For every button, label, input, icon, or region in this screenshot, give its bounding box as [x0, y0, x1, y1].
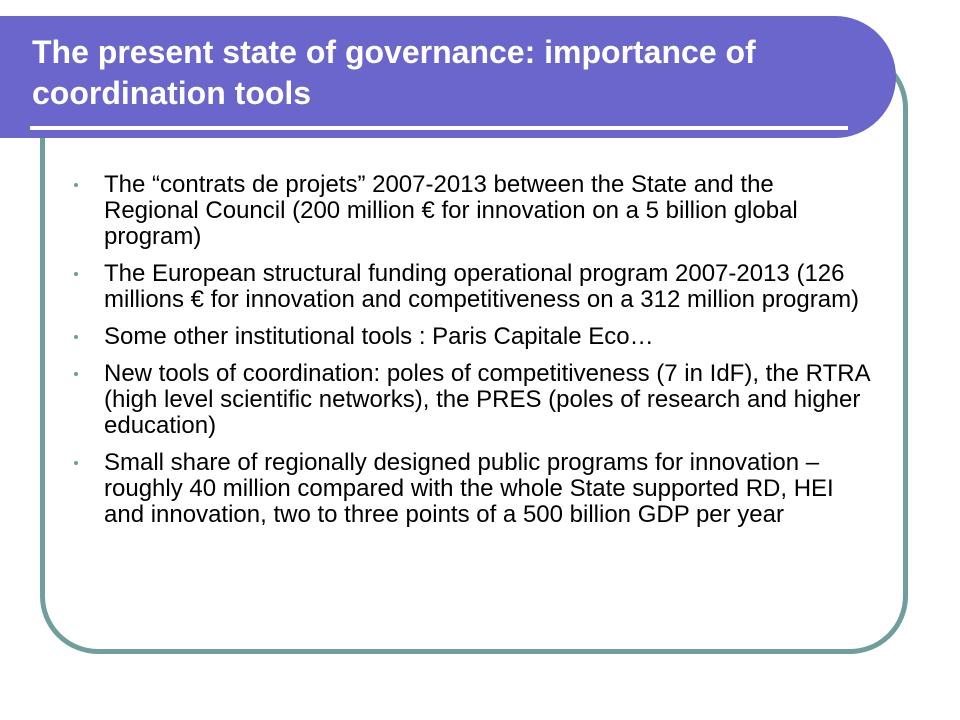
- bullet-dot-icon: [74, 272, 78, 276]
- bullet-item-regional-programs-share: [74, 450, 874, 528]
- bullet-text: The “contrats de projets” 2007-2013 between the State and the Regional Council (200 million € for innovation on a 5 billion global program): [104, 171, 798, 250]
- bullet-text: Some other institutional tools : Paris Capitale Eco…: [104, 323, 654, 350]
- bullet-item-european-structural-funding: [74, 261, 874, 313]
- bullet-item-new-tools-of-coordination: [74, 361, 874, 439]
- bullet-text: Small share of regionally designed public programs for innovation –roughly 40 million compared with the whole State supported RD, HEI and innovation, two to three points of a 500 billion GDP per year: [104, 449, 834, 528]
- bullet-item-other-institutional-tools: [74, 324, 874, 350]
- bullet-list: [74, 172, 874, 539]
- slide-title: The present state of governance: importance of coordination tools: [32, 34, 756, 111]
- bullet-dot-icon: [74, 372, 78, 376]
- bullet-dot-icon: [74, 183, 78, 187]
- bullet-text: New tools of coordination: poles of competitiveness (7 in IdF), the RTRA (high level scientific networks), the PRES (poles of research and higher education): [104, 360, 870, 439]
- bullet-text: The European structural funding operational program 2007-2013 (126 millions € for innovation and competitiveness on a 312 million program): [104, 260, 860, 313]
- bullet-dot-icon: [74, 335, 78, 339]
- bullet-item-contrats-de-projets: [74, 172, 874, 250]
- title-underline: [30, 126, 848, 130]
- bullet-dot-icon: [74, 461, 78, 465]
